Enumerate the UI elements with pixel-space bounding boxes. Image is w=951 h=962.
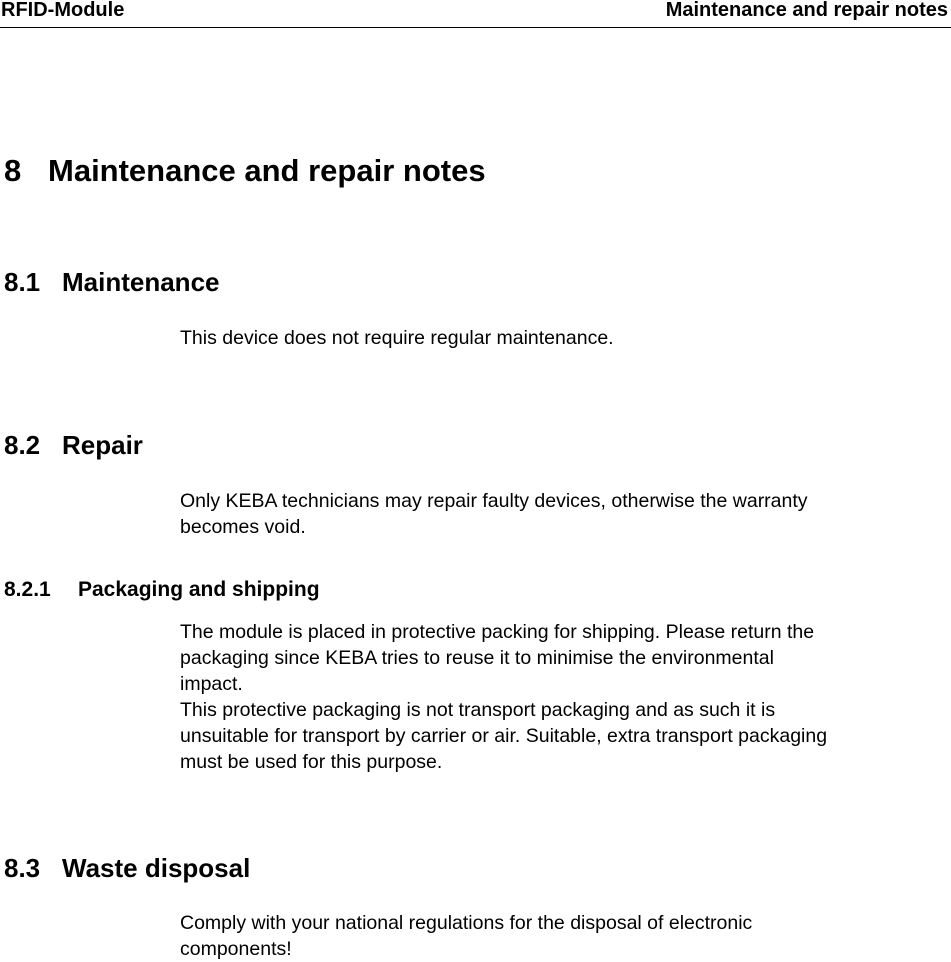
chapter-title: Maintenance and repair notes bbox=[48, 153, 486, 188]
section-heading-repair bbox=[4, 429, 143, 461]
repair-paragraph: Only KEBA technicians may repair faulty devices, otherwise the warranty becomes void. bbox=[180, 490, 808, 538]
section-title: Repair bbox=[62, 430, 143, 460]
section-heading-maintenance bbox=[4, 266, 220, 298]
subsection-heading-packaging bbox=[4, 577, 320, 603]
section-heading-waste-disposal bbox=[4, 852, 250, 884]
chapter-heading bbox=[4, 152, 486, 190]
section-number: 8.2 bbox=[4, 430, 41, 460]
section-number: 8.1 bbox=[4, 267, 41, 297]
subsection-number: 8.2.1 bbox=[4, 578, 51, 601]
packaging-paragraph: The module is placed in protective packing for shipping. Please return the packaging since KEBA tries to reuse it to minimise the environmental impact. This protective packaging is not transport packaging and as such it is unsuitable for transport by carrier or air. Suitable, extra transport packaging must be used for this purpose. bbox=[180, 621, 828, 773]
header-module-name: RFID-Module bbox=[1, 0, 125, 21]
subsection-title: Packaging and shipping bbox=[78, 578, 320, 601]
section-title: Maintenance bbox=[62, 267, 220, 297]
section-number: 8.3 bbox=[4, 853, 41, 883]
maintenance-paragraph: This device does not require regular maintenance. bbox=[180, 327, 614, 349]
chapter-number: 8 bbox=[4, 153, 22, 188]
section-title: Waste disposal bbox=[62, 853, 251, 883]
running-header bbox=[0, 0, 951, 28]
waste-disposal-paragraph: Comply with your national regulations for the disposal of electronic components! bbox=[180, 912, 753, 960]
header-chapter-title: Maintenance and repair notes bbox=[665, 0, 948, 21]
